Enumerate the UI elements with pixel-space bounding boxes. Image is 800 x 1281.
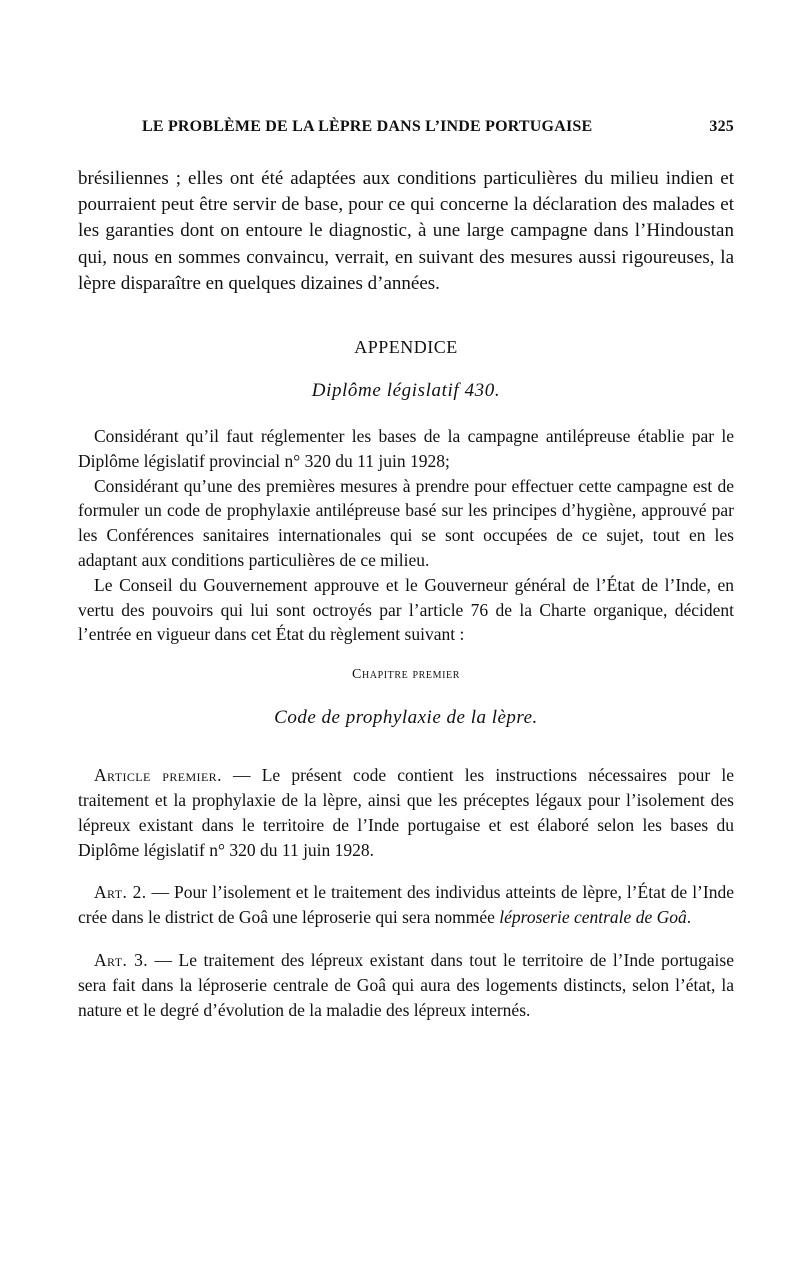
article-1: [78, 763, 734, 862]
article-2-tail: .: [686, 907, 692, 928]
article-1-text: — Le présent code contient les instructions nécessaires pour le traitement et la prophylaxie de la lèpre, ainsi que les préceptes légaux pour l’isolement des lépreux existant dans le territoire de l’Inde portugaise et est élaboré selon les bases du Diplôme législatif n° 320 du 11 juin 1928.: [78, 765, 734, 860]
article-3-text: — Le traitement des lépreux existant dans tout le territoire de l’Inde portugaise sera fait dans la léproserie centrale de Goâ qui aura des logements distincts, selon l’état, la nature et le degré d’évolution de la maladie des lépreux internés.: [78, 949, 734, 1020]
appendix-paragraph-2: Considérant qu’une des premières mesures à prendre pour effectuer cette campagne est de formuler un code de prophylaxie antilépreuse basé sur les principes d’hygiène, approuvé par les Conférences sanitaires internationales qui se sont occupées de ce sujet, tout en les adaptant aux conditions particulières de ce milieu.: [78, 475, 734, 570]
article-3-label: Art. 3.: [94, 949, 149, 970]
article-2: [78, 880, 734, 930]
running-header: [142, 118, 734, 136]
chapter-subtitle: Code de prophylaxie de la lèpre.: [274, 707, 538, 729]
appendix-subtitle: Diplôme législatif 430.: [311, 380, 501, 402]
article-2-italic: léproserie centrale de Goâ: [499, 907, 687, 928]
appendix-paragraph-1: Considérant qu’il faut réglementer les bases de la campagne antilépreuse établie par le Diplôme législatif provincial n° 320 du 11 juin 1928;: [78, 426, 734, 471]
intro-paragraph: brésiliennes ; elles ont été adaptées aux conditions particulières du milieu indien et pourraient peut être servir de base, pour ce qui concerne la déclaration des malades et les garanties dont on entoure le diagnostic, à une large campagne dans l’Hindoustan qui, nous en sommes convaincu, verrait, en suivant des mesures aussi rigoureuses, la lèpre disparaître en quelques dizaines d’années.: [78, 168, 734, 294]
appendix-title: APPENDICE: [354, 337, 458, 358]
appendix-paragraph-3: Le Conseil du Gouvernement approuve et le Gouverneur général de l’État de l’Inde, en vertu des pouvoirs qui lui sont octroyés par l’article 76 de la Charte organique, décident l’entrée en vigueur dans cet État du règlement suivant :: [78, 574, 734, 645]
article-3: [78, 948, 734, 1022]
article-2-text: — Pour l’isolement et le traitement des individus atteints de lèpre, l’État de l’Inde crée dans le district de Goâ une léproserie qui sera nommée: [78, 882, 734, 928]
article-2-label: Art. 2.: [94, 882, 147, 903]
page-number: 325: [709, 118, 734, 135]
running-title: LE PROBLÈME DE LA LÈPRE DANS L’INDE PORTUGAISE: [142, 118, 593, 135]
chapter-title: Chapitre premier: [352, 667, 460, 683]
document-page: [78, 118, 734, 1040]
article-1-label: Article premier.: [94, 765, 222, 786]
